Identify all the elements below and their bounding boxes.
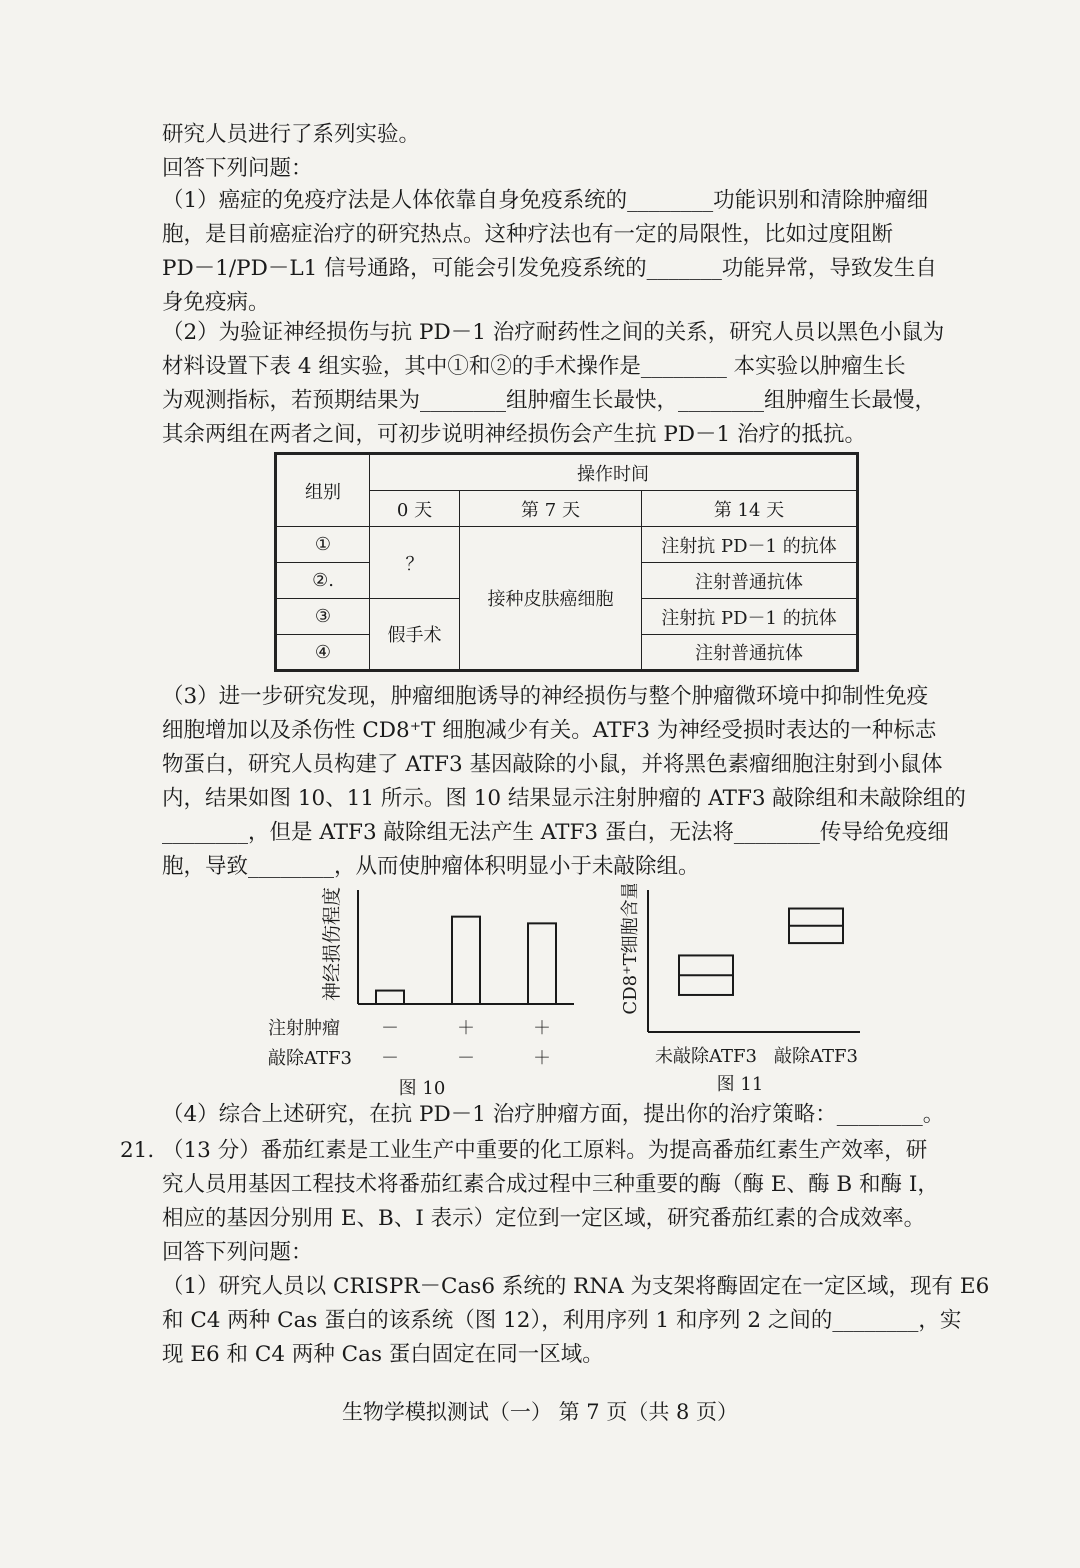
fig10-sign-inject: －	[381, 1018, 399, 1039]
fig11-title: 图 11	[716, 1074, 764, 1095]
fig10-sign-knockout: －	[381, 1048, 399, 1069]
day7-header: 第 7 天	[460, 491, 642, 527]
day7-cell: 接种皮肤癌细胞	[460, 527, 642, 671]
q21-line: 现 E6 和 C4 两种 Cas 蛋白固定在同一区域。	[162, 1342, 604, 1367]
fig11-ylabel: CD8⁺T细胞含量	[620, 884, 641, 1015]
question-2	[162, 316, 968, 452]
day14-cell: 注射普通抗体	[642, 635, 858, 671]
figure-11	[618, 884, 868, 1100]
day0-cell: 假手术	[370, 599, 460, 671]
q2-line: 其余两组在两者之间，可初步说明神经损伤会产生抗 PD－1 治疗的抵抗。	[162, 422, 867, 447]
figure-10-chart	[262, 884, 592, 1100]
experiment-table	[274, 452, 856, 670]
q1-line: PD－1/PD－L1 信号通路，可能会引发免疫系统的_______功能异常，导致发生自	[162, 256, 937, 281]
group-header: 组别	[276, 454, 370, 527]
q1-line: 身免疫病。	[162, 290, 270, 315]
intro-line: 研究人员进行了系列实验。	[162, 122, 421, 147]
fig11-category: 敲除ATF3	[774, 1046, 858, 1067]
question-3	[162, 680, 968, 884]
q4-line: （4）综合上述研究，在抗 PD－1 治疗肿瘤方面，提出你的治疗策略：________。	[162, 1102, 945, 1127]
fig10-sign-knockout: －	[457, 1048, 475, 1069]
fig10-ylabel: 神经损伤程度	[321, 886, 343, 1002]
group-cell: ③	[276, 599, 370, 635]
figure-11-chart	[618, 884, 868, 1100]
fig10-bar	[452, 917, 480, 1004]
time-header: 操作时间	[370, 454, 858, 491]
group-cell: ①	[276, 527, 370, 563]
q3-line: （3）进一步研究发现，肿瘤细胞诱导的神经损伤与整个肿瘤微环境中抑制性免疫	[162, 684, 929, 709]
q3-line: 物蛋白，研究人员构建了 ATF3 基因敲除的小鼠，并将黑色素瘤细胞注射到小鼠体	[162, 752, 943, 777]
day14-cell: 注射抗 PD－1 的抗体	[642, 599, 858, 635]
fig10-bar	[376, 991, 404, 1004]
question-1	[162, 184, 968, 320]
fig11-category: 未敲除ATF3	[655, 1046, 757, 1067]
intro-block	[162, 118, 968, 186]
q21-line: 究人员用基因工程技术将番茄红素合成过程中三种重要的酶（酶 E、酶 B 和酶 I，	[162, 1172, 939, 1197]
q21-line: （1）研究人员以 CRISPR－Cas6 系统的 RNA 为支架将酶固定在一定区域，现有 E6	[162, 1274, 990, 1299]
intro-line: 回答下列问题：	[162, 156, 313, 181]
fig10-sign-knockout: ＋	[533, 1048, 551, 1069]
fig10-sign-inject: ＋	[533, 1018, 551, 1039]
group-cell: ②.	[276, 563, 370, 599]
q1-line: 胞，是目前癌症治疗的研究热点。这种疗法也有一定的局限性，比如过度阻断	[162, 222, 894, 247]
fig10-row-label-knockout: 敲除ATF3	[268, 1048, 352, 1069]
q3-line: 细胞增加以及杀伤性 CD8⁺T 细胞减少有关。ATF3 为神经受损时表达的一种标志	[162, 718, 937, 743]
day14-cell: 注射抗 PD－1 的抗体	[642, 527, 858, 563]
day14-cell: 注射普通抗体	[642, 563, 858, 599]
q21-line: （13 分）番茄红素是工业生产中重要的化工原料。为提高番茄红素生产效率，研	[162, 1138, 928, 1163]
day0-cell: ？	[370, 527, 460, 599]
q21-line: 相应的基因分别用 E、B、I 表示）定位到一定区域，研究番茄红素的合成效率。	[162, 1206, 926, 1231]
figure-10	[262, 884, 592, 1100]
q21-line: 回答下列问题：	[162, 1240, 313, 1265]
q3-line: 胞，导致________，从而使肿瘤体积明显小于未敲除组。	[162, 854, 700, 879]
fig10-sign-inject: ＋	[457, 1018, 475, 1039]
q2-line: （2）为验证神经损伤与抗 PD－1 治疗耐药性之间的关系，研究人员以黑色小鼠为	[162, 320, 945, 345]
q2-line: 材料设置下表 4 组实验，其中①和②的手术操作是________ 本实验以肿瘤生长	[162, 354, 906, 379]
q21-line: 和 C4 两种 Cas 蛋白的该系统（图 12），利用序列 1 和序列 2 之间的________，实	[162, 1308, 962, 1333]
question-21	[162, 1134, 990, 1372]
q3-line: 内，结果如图 10、11 所示。图 10 结果显示注射肿瘤的 ATF3 敲除组和未敲除组的	[162, 786, 966, 811]
q2-line: 为观测指标，若预期结果为________组肿瘤生长最快，________组肿瘤生长最慢，	[162, 388, 937, 413]
fig10-bar	[528, 923, 556, 1004]
q1-line: （1）癌症的免疫疗法是人体依靠自身免疫系统的________功能识别和清除肿瘤细	[162, 188, 929, 213]
page-footer: 生物学模拟测试（一） 第 7 页（共 8 页）	[341, 1400, 739, 1424]
question-21-number: 21.	[120, 1138, 155, 1163]
day0-header: 0 天	[370, 491, 460, 527]
day14-header: 第 14 天	[642, 491, 858, 527]
fig10-title: 图 10	[398, 1078, 446, 1099]
group-cell: ④	[276, 635, 370, 671]
q3-line: ________，但是 ATF3 敲除组无法产生 ATF3 蛋白，无法将________传导给免疫细	[162, 820, 949, 845]
fig10-row-label-inject: 注射肿瘤	[268, 1018, 340, 1039]
question-4	[162, 1098, 968, 1132]
